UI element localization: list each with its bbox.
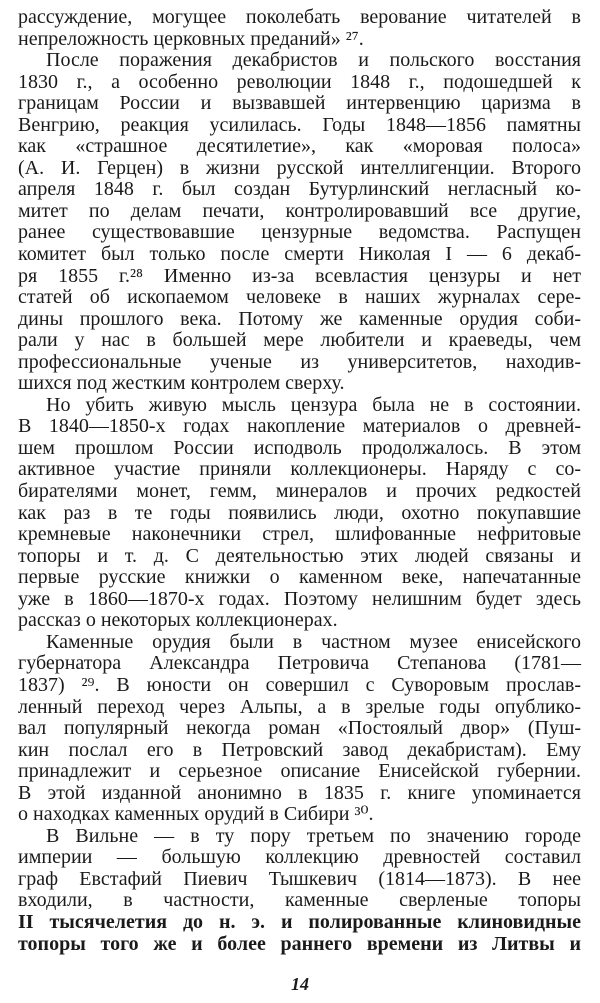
paragraph <box>18 50 581 395</box>
text-line: дины прошлого века. Потому же каменные орудия соби- <box>18 307 581 330</box>
text-line: В 1840—1850-х годах накопление материалов о древней- <box>18 415 581 438</box>
text-line: вал популярный некогда роман «Постоялый двор» (Пуш- <box>18 717 581 740</box>
text-line: профессиональные ученые из университетов, находив- <box>18 350 581 373</box>
text-line: шихся под жестким контролем сверху. <box>18 372 345 395</box>
text-line: митет по делам печати, контролировавший все другие, <box>18 199 581 222</box>
text-line: уже в 1860—1870-х годах. Поэтому нелишним будет здесь <box>18 587 581 610</box>
text-line: границам России и вызвавшей интервенцию царизма в <box>18 92 581 115</box>
text-line: 1830 г., а особенно революции 1848 г., подошедшей к <box>18 70 581 93</box>
text-line: кин послал его в Петровский завод декабристам). Ему <box>18 738 581 761</box>
text-line: В этой изданной анонимно в 1835 г. книге упоминается <box>18 781 581 804</box>
text-line: империи — большую коллекцию древностей составил <box>18 846 581 869</box>
text-line: (А. И. Герцен) в жизни русской интеллигенции. Второго <box>18 156 581 179</box>
text-line: топоры и т. д. С деятельностью этих людей связаны и <box>18 544 581 567</box>
page-number: 14 <box>291 974 309 994</box>
text-line: статей об ископаемом человеке в наших журналах сере- <box>18 286 581 309</box>
text-line: первые русские книжки о каменном веке, напечатанные <box>18 566 581 589</box>
text-line: Венгрию, реакция усилилась. Годы 1848—1856 памятны <box>18 113 581 136</box>
text-line: губернатора Александра Петровича Степанова (1781— <box>18 652 581 675</box>
text-line: рассказ о некоторых коллекционерах. <box>18 609 338 632</box>
text-line: принадлежит и серьезное описание Енисейской губернии. <box>18 760 581 783</box>
paragraph <box>18 7 581 50</box>
text-line: В Вильне — в ту пору третьем по значению городе <box>46 824 581 847</box>
text-line: шем прошлом России исподволь продолжалось. В этом <box>18 436 581 459</box>
text-line: как «страшное десятилетие», как «моровая полоса» <box>18 135 581 158</box>
text-line: непреложность церковных преданий» ²⁷. <box>18 27 364 50</box>
text-line: комитет был только после смерти Николая I — 6 декаб- <box>18 243 581 266</box>
text-line: После поражения декабристов и польского восстания <box>46 49 581 72</box>
text-line: входили, в частности, каменные сверленые топоры <box>18 889 581 912</box>
text-line: Но убить живую мысль цензура была не в состоянии. <box>46 393 581 416</box>
text-line: о находках каменных орудий в Сибири ³⁰. <box>18 803 374 826</box>
text-line: граф Евстафий Пиевич Тышкевич (1814—1873). В нее <box>18 867 581 890</box>
text-line: бирателями монет, гемм, минералов и прочих редкостей <box>18 480 581 503</box>
text-line: активное участие приняли коллекционеры. Наряду с со- <box>18 458 581 481</box>
text-line: II тысячелетия до н. э. и полированные клиновидные <box>18 910 581 933</box>
text-line: апреля 1848 г. был создан Бутурлинский негласный ко- <box>18 178 581 201</box>
text-line: ря 1855 г.²⁸ Именно из-за всевластия цензуры и нет <box>18 264 581 287</box>
text-line: Каменные орудия были в частном музее енисейского <box>46 630 581 653</box>
paragraph <box>18 826 581 955</box>
text-line: рали у нас в большей мере любители и краеведы, чем <box>18 329 581 352</box>
body-text <box>18 7 581 955</box>
paragraph <box>18 395 581 632</box>
text-line: рассуждение, могущее поколебать верование читателей в <box>18 6 581 28</box>
text-line: ленный переход через Альпы, а в зрелые годы опублико- <box>18 695 581 718</box>
paragraph <box>18 632 581 826</box>
text-line: кремневые наконечники стрел, шлифованные нефритовые <box>18 523 581 546</box>
text-line: ранее существовавшие цензурные ведомства. Распущен <box>18 221 581 244</box>
text-line: как раз в те годы появились люди, охотно покупавшие <box>18 501 581 524</box>
text-line: 1837) ²⁹. В юности он совершил с Суворовым прослав- <box>18 673 581 696</box>
text-line: топоры того же и более раннего времени из Литвы и <box>18 932 581 955</box>
